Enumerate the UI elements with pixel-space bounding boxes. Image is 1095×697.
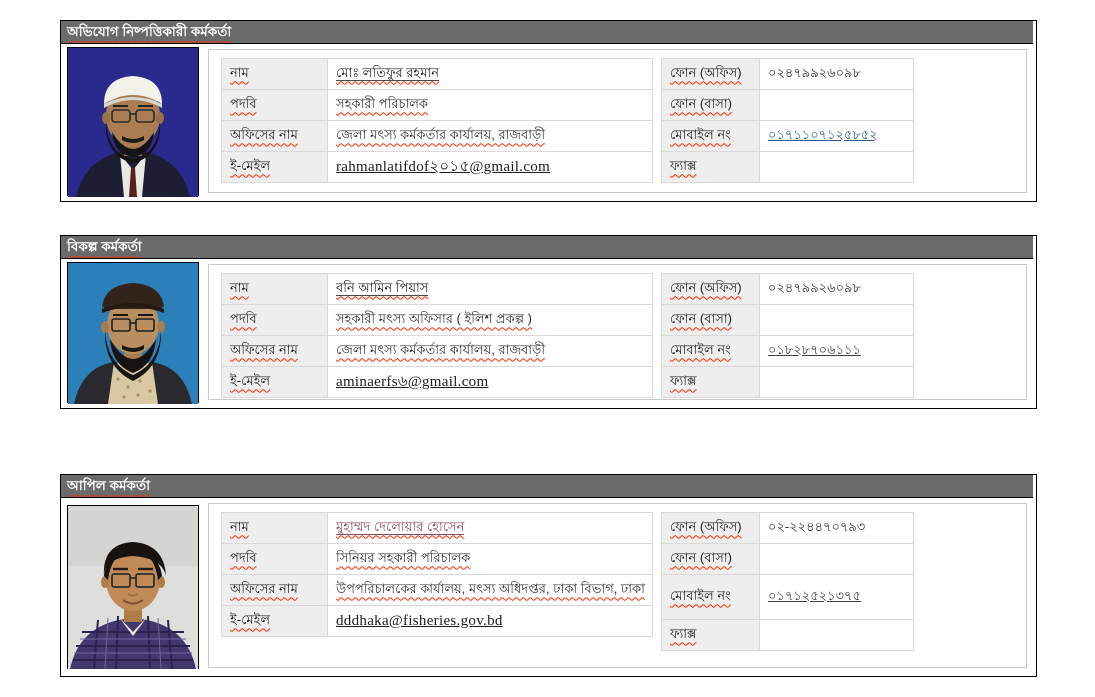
table-row [222,121,653,152]
field-label-phone-home: ফোন (বাসা) [670,549,732,565]
officer-contact-table [661,58,914,183]
field-label-phone-office: ফোন (অফিস) [670,64,742,80]
table-row [662,59,914,90]
field-label-name: নাম [230,518,249,534]
table-row [662,620,914,651]
officer-name-link[interactable]: মোঃ লতিফুর রহমান [336,64,439,80]
officer-info-table [221,512,653,637]
designation-value: সহকারী মৎস্য অফিসার ( ইলিশ প্রকল্প ) [336,310,532,326]
table-row [222,152,653,183]
section-title-bar [61,475,1033,498]
table-row [222,59,653,90]
table-row [662,274,914,305]
field-label-phone-office: ফোন (অফিস) [670,279,742,295]
officer-photo [67,47,199,196]
field-label-name: নাম [230,64,249,80]
officer-contact-table [661,273,914,398]
table-row [222,274,653,305]
section-title: বিকল্প কর্মকর্তা [67,239,142,254]
phone-office-value: ০২-২২৪৪৭০৭৯৩ [768,518,866,534]
field-label-phone-home: ফোন (বাসা) [670,95,732,111]
page-content [60,20,1037,677]
officer-photo-1-illustration [68,48,198,197]
field-label-designation: পদবি [230,549,257,565]
table-row [662,513,914,544]
section-body [61,498,1036,676]
officer-section-alternate [60,235,1037,409]
field-label-email: ই-মেইল [230,157,271,173]
field-label-designation: পদবি [230,95,257,111]
officer-contact-table [661,512,914,651]
table-row [222,513,653,544]
table-row [222,544,653,575]
table-row [222,305,653,336]
officer-name-link[interactable]: মুহাম্মদ দেলোয়ার হোসেন [336,518,465,534]
officer-info-table [221,273,653,398]
phone-office-value: ০২৪৭৯৯২৬০৯৮ [768,64,861,80]
table-row [662,544,914,575]
officer-section-complaint [60,20,1037,202]
table-row [222,90,653,121]
field-label-office: অফিসের নাম [230,126,298,142]
designation-value: সিনিয়র সহকারী পরিচালক [336,549,471,565]
field-label-phone-home: ফোন (বাসা) [670,310,732,326]
table-row [662,575,914,620]
office-name-value: জেলা মৎস্য কর্মকর্তার কার্যালয়, রাজবাড়ী [336,341,546,357]
field-label-email: ই-মেইল [230,372,271,388]
mobile-number-link[interactable]: ০১৭১১০৭১২৫৮৫২ [768,126,878,142]
email-link[interactable]: aminaerfs৬@gmail.com [336,373,489,390]
table-row [222,575,653,606]
table-row [222,367,653,398]
field-label-office: অফিসের নাম [230,341,298,357]
email-link[interactable]: dddhaka@fisheries.gov.bd [336,612,503,629]
table-row [662,367,914,398]
designation-value: সহকারী পরিচালক [336,95,429,111]
table-row [222,336,653,367]
section-body [61,259,1036,408]
table-row [662,121,914,152]
section-title: আপিল কর্মকর্তা [67,478,151,493]
info-panel [208,49,1027,193]
field-label-fax: ফ্যাক্স [670,157,697,173]
office-name-value: উপপরিচালকের কার্যালয়, মৎস্য অধিদপ্তর, ঢাকা বিভাগ, ঢাকা [336,580,645,596]
field-label-mobile: মোবাইল নং [670,126,731,142]
table-row [662,336,914,367]
table-row [662,90,914,121]
table-row [662,305,914,336]
email-link[interactable]: rahmanlatifdof২০১৫@gmail.com [336,158,551,175]
mobile-number-link[interactable]: ০১৮২৮৭০৬১১১ [768,341,861,357]
table-row [222,606,653,637]
officer-name-link[interactable]: বনি আমিন পিয়াস [336,279,429,295]
officer-photo [67,505,199,669]
officer-photo-2-illustration [68,263,198,404]
section-title: অভিযোগ নিষ্পত্তিকারী কর্মকর্তা [67,24,232,39]
field-label-email: ই-মেইল [230,611,271,627]
table-row [662,152,914,183]
section-title-bar [61,21,1033,44]
mobile-number-link[interactable]: ০১৭১২৫২১৩৭৫ [768,587,861,603]
field-label-phone-office: ফোন (অফিস) [670,518,742,534]
field-label-designation: পদবি [230,310,257,326]
field-label-fax: ফ্যাক্স [670,625,697,641]
officer-photo-3-illustration [68,506,198,669]
field-label-mobile: মোবাইল নং [670,341,731,357]
info-panel [208,503,1027,668]
officer-info-table [221,58,653,183]
info-panel [208,264,1027,400]
field-label-fax: ফ্যাক্স [670,372,697,388]
officer-photo [67,262,199,403]
officer-section-appeal [60,474,1037,677]
field-label-mobile: মোবাইল নং [670,587,731,603]
field-label-name: নাম [230,279,249,295]
section-title-bar [61,236,1033,259]
phone-office-value: ০২৪৭৯৯২৬০৯৮ [768,279,861,295]
office-name-value: জেলা মৎস্য কর্মকর্তার কার্যালয়, রাজবাড়ী [336,126,546,142]
section-body [61,44,1036,201]
field-label-office: অফিসের নাম [230,580,298,596]
